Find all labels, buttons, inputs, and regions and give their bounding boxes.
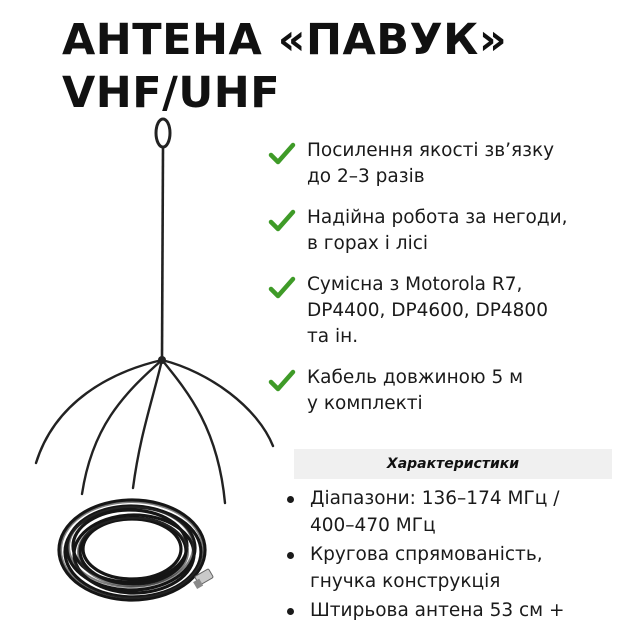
spec-item [283,541,628,595]
feature-text: Сумісна з Motorola R7, DP4400, DP4600, DP4800 та ін. [307,274,548,347]
check-icon [268,208,296,234]
check-icon [268,368,296,394]
bullet-icon [287,552,294,559]
spec-text: Штирьова антена 53 см + [310,600,565,621]
feature-item [268,205,623,257]
bullet-icon [287,496,294,503]
feature-text: Надійна робота за негоди, в горах і лісі [307,207,568,254]
antenna-whip [162,147,163,357]
title-line-1: АНТЕНА «ПАВУК» [62,15,508,65]
page-title [62,14,507,120]
antenna-radials [36,360,273,503]
feature-text: Посилення якості зв’язку до 2–3 разів [307,140,555,187]
feature-item [268,272,623,350]
antenna-loop [156,119,170,147]
spec-item [283,485,628,539]
spec-text: Кругова спрямованість, гнучка конструкція [310,544,543,592]
specs-list [283,485,628,626]
title-line-2: VHF/UHF [62,68,281,118]
check-icon [268,275,296,301]
antenna-product-image [0,110,300,630]
check-icon [268,141,296,167]
feature-list [268,138,623,432]
specs-header: Характеристики [294,449,612,479]
feature-item [268,365,623,417]
spec-text: Діапазони: 136–174 МГц / 400–470 МГц [310,488,560,536]
bullet-icon [287,608,294,615]
feature-text: Кабель довжиною 5 м у комплекті [307,367,524,414]
spec-item [283,597,628,624]
feature-item [268,138,623,190]
